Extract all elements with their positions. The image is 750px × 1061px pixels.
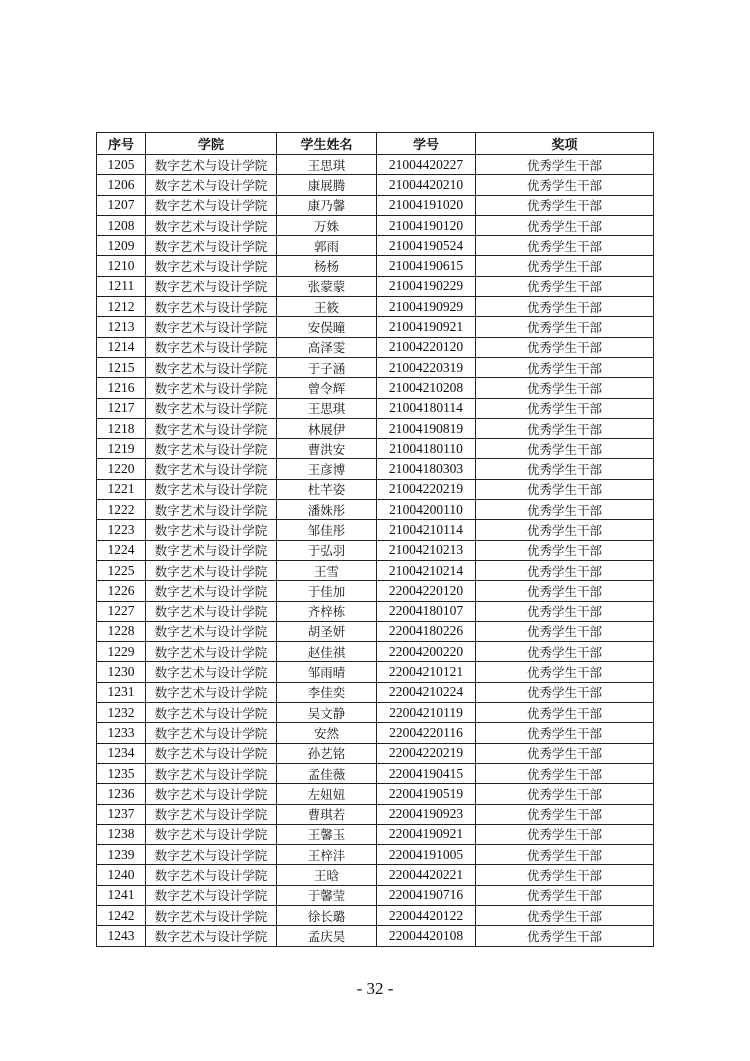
table-row (97, 500, 654, 520)
header-index: 序号 (97, 133, 146, 155)
cell-student-id: 22004200220 (377, 642, 476, 662)
cell-college: 数字艺术与设计学院 (146, 357, 277, 377)
cell-college: 数字艺术与设计学院 (146, 905, 277, 925)
cell-index: 1243 (97, 926, 146, 946)
cell-award: 优秀学生干部 (476, 621, 654, 641)
cell-college: 数字艺术与设计学院 (146, 763, 277, 783)
cell-award: 优秀学生干部 (476, 439, 654, 459)
table-row (97, 642, 654, 662)
cell-student-name: 于子涵 (277, 357, 377, 377)
cell-award: 优秀学生干部 (476, 317, 654, 337)
cell-index: 1232 (97, 703, 146, 723)
cell-student-id: 21004191020 (377, 195, 476, 215)
header-student-name: 学生姓名 (277, 133, 377, 155)
cell-student-id: 22004210121 (377, 662, 476, 682)
cell-student-id: 21004190229 (377, 276, 476, 296)
cell-student-name: 孟庆昊 (277, 926, 377, 946)
cell-student-name: 王梓沣 (277, 845, 377, 865)
cell-award: 优秀学生干部 (476, 804, 654, 824)
cell-student-id: 21004180114 (377, 398, 476, 418)
cell-index: 1242 (97, 905, 146, 925)
table-row (97, 926, 654, 946)
cell-student-name: 杜芊姿 (277, 479, 377, 499)
cell-student-name: 王馨玉 (277, 824, 377, 844)
cell-college: 数字艺术与设计学院 (146, 317, 277, 337)
cell-student-id: 22004220116 (377, 723, 476, 743)
cell-college: 数字艺术与设计学院 (146, 845, 277, 865)
cell-award: 优秀学生干部 (476, 581, 654, 601)
cell-student-name: 赵佳祺 (277, 642, 377, 662)
cell-award: 优秀学生干部 (476, 642, 654, 662)
cell-college: 数字艺术与设计学院 (146, 743, 277, 763)
cell-index: 1230 (97, 662, 146, 682)
cell-award: 优秀学生干部 (476, 479, 654, 499)
cell-index: 1221 (97, 479, 146, 499)
table-row (97, 378, 654, 398)
table-row (97, 581, 654, 601)
table-row (97, 743, 654, 763)
cell-college: 数字艺术与设计学院 (146, 236, 277, 256)
cell-student-id: 21004180303 (377, 459, 476, 479)
table-row (97, 155, 654, 175)
table-row (97, 865, 654, 885)
cell-award: 优秀学生干部 (476, 885, 654, 905)
cell-student-name: 王思琪 (277, 155, 377, 175)
cell-index: 1208 (97, 215, 146, 235)
cell-index: 1206 (97, 175, 146, 195)
cell-index: 1223 (97, 520, 146, 540)
table-row (97, 560, 654, 580)
cell-student-name: 曹琪若 (277, 804, 377, 824)
cell-college: 数字艺术与设计学院 (146, 256, 277, 276)
cell-index: 1214 (97, 337, 146, 357)
cell-award: 优秀学生干部 (476, 824, 654, 844)
cell-index: 1231 (97, 682, 146, 702)
table-row (97, 804, 654, 824)
cell-award: 优秀学生干部 (476, 337, 654, 357)
cell-student-name: 王筱 (277, 297, 377, 317)
table-row (97, 459, 654, 479)
cell-college: 数字艺术与设计学院 (146, 662, 277, 682)
table-row (97, 317, 654, 337)
cell-student-id: 21004190615 (377, 256, 476, 276)
cell-college: 数字艺术与设计学院 (146, 621, 277, 641)
table-row (97, 682, 654, 702)
cell-college: 数字艺术与设计学院 (146, 804, 277, 824)
cell-index: 1225 (97, 560, 146, 580)
cell-award: 优秀学生干部 (476, 256, 654, 276)
table-row (97, 601, 654, 621)
cell-student-name: 吴文静 (277, 703, 377, 723)
cell-college: 数字艺术与设计学院 (146, 337, 277, 357)
cell-college: 数字艺术与设计学院 (146, 195, 277, 215)
cell-student-id: 21004210214 (377, 560, 476, 580)
cell-index: 1224 (97, 540, 146, 560)
cell-student-name: 左妞妞 (277, 784, 377, 804)
cell-college: 数字艺术与设计学院 (146, 703, 277, 723)
cell-college: 数字艺术与设计学院 (146, 682, 277, 702)
cell-index: 1209 (97, 236, 146, 256)
cell-student-id: 21004220319 (377, 357, 476, 377)
cell-student-name: 安俣曈 (277, 317, 377, 337)
cell-college: 数字艺术与设计学院 (146, 885, 277, 905)
cell-student-name: 张蒙蒙 (277, 276, 377, 296)
cell-student-id: 22004220120 (377, 581, 476, 601)
cell-award: 优秀学生干部 (476, 215, 654, 235)
table-row (97, 276, 654, 296)
cell-college: 数字艺术与设计学院 (146, 479, 277, 499)
table-row (97, 439, 654, 459)
cell-index: 1235 (97, 763, 146, 783)
cell-student-name: 邹佳彤 (277, 520, 377, 540)
table-row (97, 540, 654, 560)
cell-college: 数字艺术与设计学院 (146, 398, 277, 418)
cell-student-name: 胡圣妍 (277, 621, 377, 641)
cell-student-id: 22004420221 (377, 865, 476, 885)
cell-student-name: 于弘羽 (277, 540, 377, 560)
cell-student-id: 21004220219 (377, 479, 476, 499)
cell-college: 数字艺术与设计学院 (146, 175, 277, 195)
cell-student-id: 22004210119 (377, 703, 476, 723)
table-row (97, 479, 654, 499)
table-row (97, 662, 654, 682)
cell-student-id: 22004190716 (377, 885, 476, 905)
cell-award: 优秀学生干部 (476, 601, 654, 621)
cell-student-name: 高泽雯 (277, 337, 377, 357)
cell-student-name: 康展腾 (277, 175, 377, 195)
cell-student-id: 21004200110 (377, 500, 476, 520)
cell-award: 优秀学生干部 (476, 662, 654, 682)
cell-award: 优秀学生干部 (476, 357, 654, 377)
cell-award: 优秀学生干部 (476, 682, 654, 702)
table-row (97, 175, 654, 195)
cell-college: 数字艺术与设计学院 (146, 926, 277, 946)
cell-student-id: 21004420210 (377, 175, 476, 195)
cell-college: 数字艺术与设计学院 (146, 378, 277, 398)
cell-student-name: 曾令辉 (277, 378, 377, 398)
cell-student-name: 齐梓栋 (277, 601, 377, 621)
cell-student-name: 曹洪安 (277, 439, 377, 459)
cell-college: 数字艺术与设计学院 (146, 784, 277, 804)
table-row (97, 398, 654, 418)
cell-award: 优秀学生干部 (476, 865, 654, 885)
table-row (97, 215, 654, 235)
cell-award: 优秀学生干部 (476, 743, 654, 763)
table-row (97, 357, 654, 377)
cell-college: 数字艺术与设计学院 (146, 581, 277, 601)
cell-student-name: 王彦博 (277, 459, 377, 479)
cell-student-id: 22004210224 (377, 682, 476, 702)
cell-student-id: 21004190120 (377, 215, 476, 235)
cell-college: 数字艺术与设计学院 (146, 418, 277, 438)
cell-college: 数字艺术与设计学院 (146, 439, 277, 459)
table-row (97, 621, 654, 641)
cell-index: 1228 (97, 621, 146, 641)
cell-award: 优秀学生干部 (476, 784, 654, 804)
cell-student-name: 万姝 (277, 215, 377, 235)
cell-student-id: 22004420122 (377, 905, 476, 925)
cell-student-id: 22004420108 (377, 926, 476, 946)
cell-college: 数字艺术与设计学院 (146, 601, 277, 621)
table-row (97, 723, 654, 743)
table-row (97, 845, 654, 865)
cell-student-id: 22004190415 (377, 763, 476, 783)
table-header-row (97, 133, 654, 155)
cell-student-id: 22004190921 (377, 824, 476, 844)
cell-award: 优秀学生干部 (476, 276, 654, 296)
cell-student-id: 22004190923 (377, 804, 476, 824)
cell-student-name: 潘姝彤 (277, 500, 377, 520)
cell-index: 1212 (97, 297, 146, 317)
cell-index: 1227 (97, 601, 146, 621)
cell-award: 优秀学生干部 (476, 236, 654, 256)
table-row (97, 297, 654, 317)
cell-index: 1219 (97, 439, 146, 459)
page-number: - 32 - (356, 979, 394, 998)
cell-index: 1222 (97, 500, 146, 520)
cell-award: 优秀学生干部 (476, 560, 654, 580)
cell-award: 优秀学生干部 (476, 195, 654, 215)
table-row (97, 784, 654, 804)
cell-index: 1229 (97, 642, 146, 662)
header-student-id: 学号 (377, 133, 476, 155)
cell-index: 1218 (97, 418, 146, 438)
cell-index: 1215 (97, 357, 146, 377)
cell-index: 1216 (97, 378, 146, 398)
cell-student-id: 21004220120 (377, 337, 476, 357)
cell-index: 1217 (97, 398, 146, 418)
table-row (97, 256, 654, 276)
cell-index: 1239 (97, 845, 146, 865)
cell-student-id: 21004190524 (377, 236, 476, 256)
cell-index: 1237 (97, 804, 146, 824)
cell-college: 数字艺术与设计学院 (146, 824, 277, 844)
cell-student-name: 邹雨晴 (277, 662, 377, 682)
cell-student-name: 孟佳薇 (277, 763, 377, 783)
cell-college: 数字艺术与设计学院 (146, 500, 277, 520)
cell-student-id: 21004190929 (377, 297, 476, 317)
cell-student-id: 21004420227 (377, 155, 476, 175)
cell-student-id: 21004210114 (377, 520, 476, 540)
cell-student-id: 21004210208 (377, 378, 476, 398)
cell-student-id: 22004190519 (377, 784, 476, 804)
cell-student-name: 郭雨 (277, 236, 377, 256)
cell-college: 数字艺术与设计学院 (146, 215, 277, 235)
cell-student-name: 于馨莹 (277, 885, 377, 905)
header-award: 奖项 (476, 133, 654, 155)
cell-index: 1207 (97, 195, 146, 215)
cell-college: 数字艺术与设计学院 (146, 297, 277, 317)
cell-student-name: 王思琪 (277, 398, 377, 418)
cell-student-name: 王雪 (277, 560, 377, 580)
cell-award: 优秀学生干部 (476, 459, 654, 479)
table-row (97, 824, 654, 844)
cell-student-name: 杨杨 (277, 256, 377, 276)
cell-index: 1234 (97, 743, 146, 763)
cell-college: 数字艺术与设计学院 (146, 560, 277, 580)
table-row (97, 520, 654, 540)
cell-index: 1220 (97, 459, 146, 479)
cell-student-id: 22004220219 (377, 743, 476, 763)
cell-index: 1241 (97, 885, 146, 905)
cell-award: 优秀学生干部 (476, 520, 654, 540)
cell-student-id: 21004190819 (377, 418, 476, 438)
table-row (97, 195, 654, 215)
cell-college: 数字艺术与设计学院 (146, 865, 277, 885)
cell-student-name: 孙艺铭 (277, 743, 377, 763)
cell-award: 优秀学生干部 (476, 905, 654, 925)
award-list-table-container (96, 132, 653, 947)
cell-award: 优秀学生干部 (476, 175, 654, 195)
cell-college: 数字艺术与设计学院 (146, 520, 277, 540)
cell-index: 1226 (97, 581, 146, 601)
cell-award: 优秀学生干部 (476, 723, 654, 743)
table-row (97, 703, 654, 723)
cell-award: 优秀学生干部 (476, 155, 654, 175)
cell-award: 优秀学生干部 (476, 703, 654, 723)
cell-college: 数字艺术与设计学院 (146, 276, 277, 296)
cell-award: 优秀学生干部 (476, 378, 654, 398)
cell-index: 1213 (97, 317, 146, 337)
cell-index: 1211 (97, 276, 146, 296)
table-row (97, 236, 654, 256)
table-row (97, 905, 654, 925)
cell-index: 1240 (97, 865, 146, 885)
cell-award: 优秀学生干部 (476, 926, 654, 946)
cell-index: 1210 (97, 256, 146, 276)
cell-student-name: 李佳奕 (277, 682, 377, 702)
cell-college: 数字艺术与设计学院 (146, 723, 277, 743)
cell-award: 优秀学生干部 (476, 763, 654, 783)
cell-student-name: 王晗 (277, 865, 377, 885)
cell-student-name: 林展伊 (277, 418, 377, 438)
cell-award: 优秀学生干部 (476, 845, 654, 865)
cell-student-id: 21004210213 (377, 540, 476, 560)
cell-award: 优秀学生干部 (476, 297, 654, 317)
award-list-table (96, 132, 654, 947)
cell-student-id: 22004180107 (377, 601, 476, 621)
cell-student-name: 于佳加 (277, 581, 377, 601)
cell-student-id: 22004180226 (377, 621, 476, 641)
cell-student-name: 安然 (277, 723, 377, 743)
table-row (97, 885, 654, 905)
cell-college: 数字艺术与设计学院 (146, 155, 277, 175)
cell-student-name: 康乃馨 (277, 195, 377, 215)
table-row (97, 418, 654, 438)
cell-student-name: 徐长璐 (277, 905, 377, 925)
cell-award: 优秀学生干部 (476, 398, 654, 418)
cell-index: 1238 (97, 824, 146, 844)
cell-student-id: 21004190921 (377, 317, 476, 337)
cell-award: 优秀学生干部 (476, 418, 654, 438)
cell-college: 数字艺术与设计学院 (146, 459, 277, 479)
table-body (97, 155, 654, 947)
table-row (97, 337, 654, 357)
cell-college: 数字艺术与设计学院 (146, 540, 277, 560)
table-row (97, 763, 654, 783)
header-college: 学院 (146, 133, 277, 155)
cell-college: 数字艺术与设计学院 (146, 642, 277, 662)
cell-award: 优秀学生干部 (476, 540, 654, 560)
cell-student-id: 22004191005 (377, 845, 476, 865)
cell-index: 1236 (97, 784, 146, 804)
cell-index: 1233 (97, 723, 146, 743)
cell-student-id: 21004180110 (377, 439, 476, 459)
cell-index: 1205 (97, 155, 146, 175)
cell-award: 优秀学生干部 (476, 500, 654, 520)
